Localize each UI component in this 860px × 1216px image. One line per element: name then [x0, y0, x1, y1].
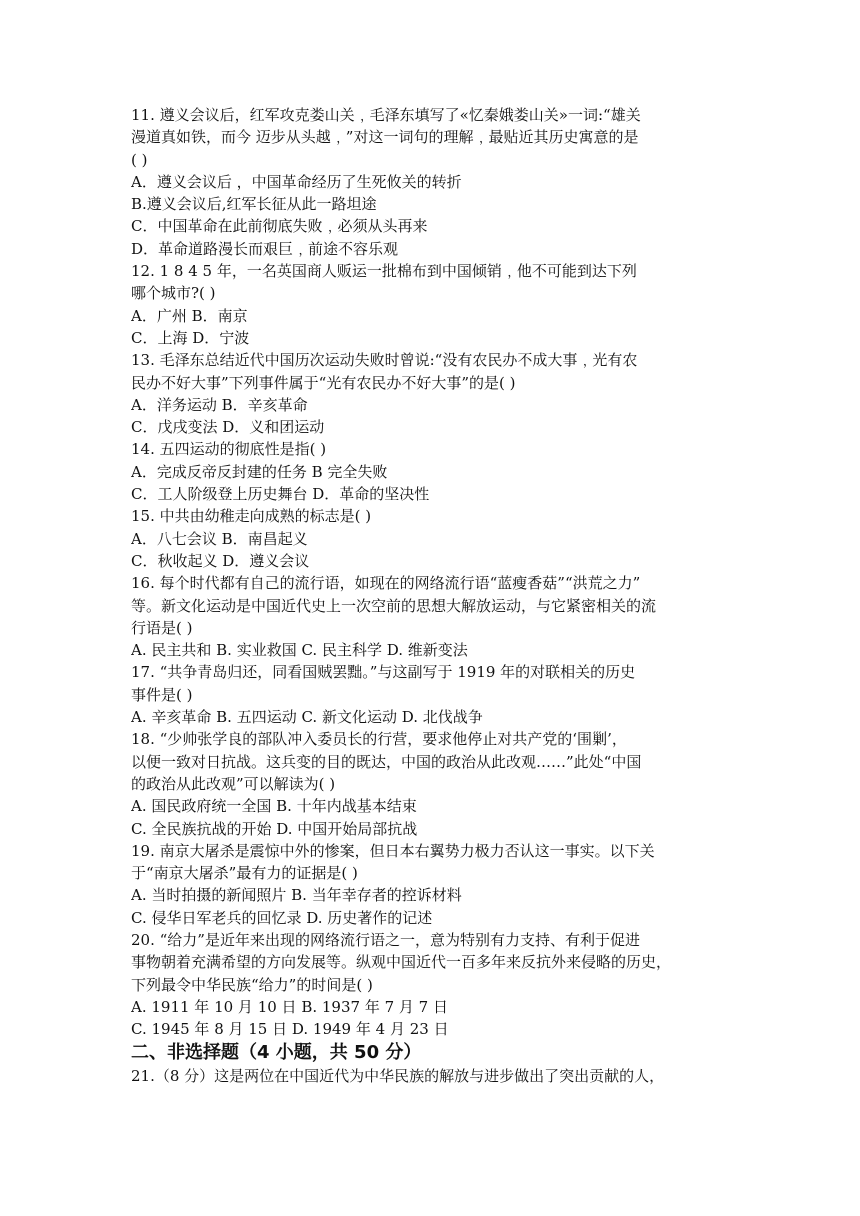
question-20 — [131, 929, 741, 1040]
question-11-option: A．遵义会议后 ，中国革命经历了生死攸关的转折 — [131, 172, 462, 191]
question-20-option: C. 1945 年 8 月 15 日 D. 1949 年 4 月 23 日 — [131, 1020, 449, 1039]
question-17 — [131, 661, 741, 728]
question-20-option: A. 1911 年 10 月 10 日 B. 1937 年 7 月 7 日 — [131, 997, 448, 1016]
question-21-stem-line: 21.（8 分）这是两位在中国近代为中华民族的解放与进步做出了突出贡献的人， — [131, 1067, 665, 1086]
question-16-stem-line: 行语是( ) — [131, 618, 193, 637]
question-11-stem-line: 11. 遵义会议后，红军攻克娄山关﹐毛泽东填写了«忆秦娥娄山关»一词:“雄关 — [131, 106, 641, 124]
question-11-stem-line: ( ) — [131, 150, 148, 169]
question-12-stem-line: 12. 1 8 4 5 年，一名英国商人贩运一批棉布到中国倾销﹐他不可能到达下列 — [131, 262, 637, 281]
question-20-stem-line: 下列最令中华民族“给力”的时间是( ) — [131, 975, 373, 994]
question-11-option: C．中国革命在此前彻底失败﹐必须从头再来 — [131, 217, 428, 236]
question-12-stem-line: 哪个城市?( ) — [131, 284, 216, 303]
question-15-option: C．秋收起义 D．遵义会议 — [131, 551, 310, 570]
question-18-stem-line: 以便一致对日抗战。这兵变的目的既达，中国的政治从此改观……”此处“中国 — [131, 752, 642, 771]
question-11-option: D．革命道路漫长而艰巨﹐前途不容乐观 — [131, 239, 399, 258]
question-12-option: C．上海 D．宁波 — [131, 328, 250, 347]
question-12-option: A．广州 B．南京 — [131, 306, 248, 325]
question-17-stem-line: 17. “共争青岛归还，同看国贼罢黜。”与这副写于 1919 年的对联相关的历史 — [131, 663, 636, 682]
question-19 — [131, 840, 741, 929]
question-12 — [131, 260, 741, 349]
question-17-option: A. 辛亥革命 B. 五四运动 C. 新文化运动 D. 北伐战争 — [131, 708, 483, 727]
question-18-stem-line: 18. “少帅张学良的部队冲入委员长的行营，要求他停止对共产党的‘围剿’， — [131, 730, 627, 749]
question-18-stem-line: 的政治从此改观”可以解读为( ) — [131, 774, 336, 793]
question-18-option: A. 国民政府统一全国 B. 十年内战基本结束 — [131, 797, 417, 816]
question-18 — [131, 728, 741, 839]
question-15 — [131, 505, 741, 572]
question-14 — [131, 438, 741, 505]
question-13-option: C．戊戌变法 D．义和团运动 — [131, 418, 325, 437]
question-19-option: C. 侵华日军老兵的回忆录 D. 历史著作的记述 — [131, 908, 433, 927]
question-18-option: C. 全民族抗战的开始 D. 中国开始局部抗战 — [131, 819, 418, 838]
question-17-stem-line: 事件是( ) — [131, 685, 193, 704]
page-content — [131, 104, 741, 1088]
question-19-stem-line: 于“南京大屠杀”最有力的证据是( ) — [131, 864, 358, 883]
question-14-option: C．工人阶级登上历史舞台 D．革命的坚决性 — [131, 485, 430, 504]
question-20-stem-line: 事物朝着充满希望的方向发展等。纵观中国近代一百多年来反抗外来侵略的历史， — [131, 953, 672, 972]
question-20-stem-line: 20. “给力”是近年来出现的网络流行语之一，意为特别有力支持、有利于促进 — [131, 930, 640, 949]
question-13-stem-line: 民办不好大事”下列事件属于“光有农民办不好大事”的是( ) — [131, 373, 516, 392]
question-16-stem-line: 等。新文化运动是中国近代史上一次空前的思想大解放运动，与它紧密相关的流 — [131, 596, 657, 615]
question-13-stem-line: 13. 毛泽东总结近代中国历次运动失败时曾说:“没有农民办不成大事﹐光有农 — [131, 351, 638, 370]
question-15-option: A．八七会议 B．南昌起义 — [131, 529, 308, 548]
question-19-option: A. 当时拍摄的新闻照片 B. 当年幸存者的控诉材料 — [131, 886, 462, 905]
question-13 — [131, 349, 741, 438]
question-16-stem-line: 16. 每个时代都有自己的流行语，如现在的网络流行语“蓝瘦香菇”“洪荒之力” — [131, 574, 641, 593]
question-16-option: A. 民主共和 B. 实业救国 C. 民主科学 D. 维新变法 — [131, 641, 468, 660]
question-19-stem-line: 19. 南京大屠杀是震惊中外的惨案，但日本右翼势力极力否认这一事实。以下关 — [131, 841, 655, 860]
question-11-option: B.遵义会议后,红军长征从此一路坦途 — [131, 195, 377, 214]
question-11-stem-line: 漫道真如铁，而今 迈步从头越﹐”对这一词句的理解﹐最贴近其历史寓意的是 — [131, 128, 639, 147]
question-11 — [131, 104, 741, 260]
section-heading: 二、非选择题（4 小题，共 50 分） — [131, 1042, 422, 1064]
question-15-stem-line: 15. 中共由幼稚走向成熟的标志是( ) — [131, 507, 372, 526]
question-13-option: A．洋务运动 B．辛亥革命 — [131, 395, 308, 414]
question-16 — [131, 572, 741, 661]
question-14-option: A．完成反帝反封建的任务 B 完全失败 — [131, 462, 388, 481]
question-14-stem-line: 14. 五四运动的彻底性是指( ) — [131, 440, 327, 459]
